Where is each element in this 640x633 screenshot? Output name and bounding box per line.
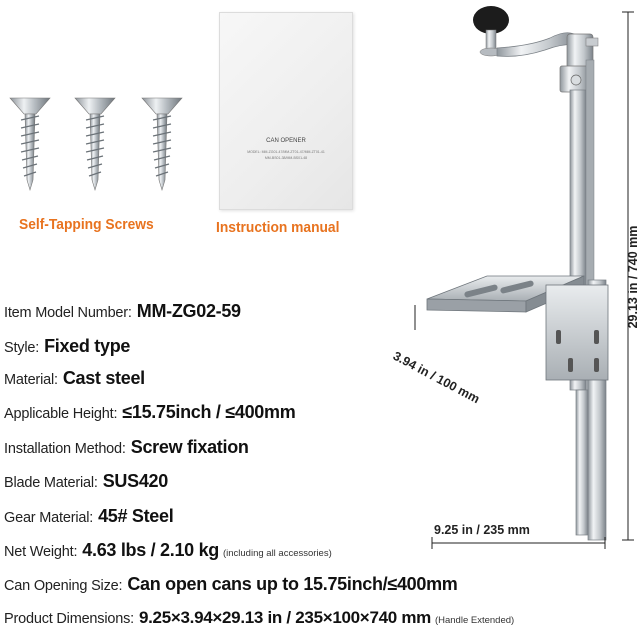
spec-value: 4.63 lbs / 2.10 kg bbox=[82, 540, 219, 560]
spec-row-net-weight bbox=[4, 540, 332, 561]
spec-label: Installation Method: bbox=[4, 441, 126, 457]
self-tapping-screws-image bbox=[0, 90, 200, 200]
spec-value: Fixed type bbox=[44, 336, 131, 356]
spec-label: Material: bbox=[4, 372, 58, 388]
spec-row-can-opening-size bbox=[4, 574, 458, 595]
spec-value: Can open cans up to 15.75inch/≤400mm bbox=[127, 574, 458, 594]
spec-value: MM-ZG02-59 bbox=[136, 301, 241, 321]
screw-icon bbox=[10, 98, 50, 190]
spec-row-style bbox=[4, 336, 130, 357]
manual-model-line: MODEL: MM-ZG01-47/MM-ZT01-47/MM-ZT01-41 bbox=[247, 150, 325, 154]
spec-note: (including all accessories) bbox=[222, 548, 332, 559]
spec-row-blade-material bbox=[4, 471, 168, 492]
screw-icon bbox=[142, 98, 182, 190]
depth-dimension-label: 3.94 in / 100 mm bbox=[390, 348, 482, 407]
spec-value: 9.25×3.94×29.13 in / 235×100×740 mm bbox=[138, 608, 431, 627]
spec-row-product-dimensions bbox=[4, 608, 514, 628]
manual-model-line: MM-BS01-38/MM-BS01-48 bbox=[264, 156, 308, 160]
spec-value: Screw fixation bbox=[130, 437, 249, 457]
width-dimension-label: 9.25 in / 235 mm bbox=[434, 523, 530, 537]
spec-label: Style: bbox=[4, 340, 40, 356]
manual-caption: Instruction manual bbox=[216, 219, 340, 236]
spec-label: Can Opening Size: bbox=[4, 578, 123, 594]
spec-value: SUS420 bbox=[102, 471, 168, 491]
can-opener-image bbox=[380, 0, 640, 560]
spec-label: Product Dimensions: bbox=[4, 611, 134, 627]
spec-row-gear-material bbox=[4, 506, 173, 527]
instruction-manual-image bbox=[219, 12, 353, 210]
spec-row-material bbox=[4, 368, 145, 389]
screw-icon bbox=[75, 98, 115, 190]
spec-row-installation-method bbox=[4, 437, 249, 458]
spec-label: Item Model Number: bbox=[4, 305, 132, 321]
spec-value: 45# Steel bbox=[98, 506, 174, 526]
height-dimension-label: 29.13 in / 740 mm bbox=[626, 225, 640, 329]
spec-note: (Handle Extended) bbox=[434, 615, 515, 626]
manual-title: CAN OPENER bbox=[266, 138, 306, 144]
screws-caption: Self-Tapping Screws bbox=[19, 216, 154, 233]
spec-label: Net Weight: bbox=[4, 544, 78, 560]
spec-value: ≤15.75inch / ≤400mm bbox=[122, 402, 296, 422]
spec-label: Applicable Height: bbox=[4, 406, 118, 422]
spec-value: Cast steel bbox=[62, 368, 145, 388]
spec-row-applicable-height bbox=[4, 402, 295, 423]
spec-row-model bbox=[4, 301, 241, 322]
spec-label: Gear Material: bbox=[4, 510, 94, 526]
spec-label: Blade Material: bbox=[4, 475, 98, 491]
